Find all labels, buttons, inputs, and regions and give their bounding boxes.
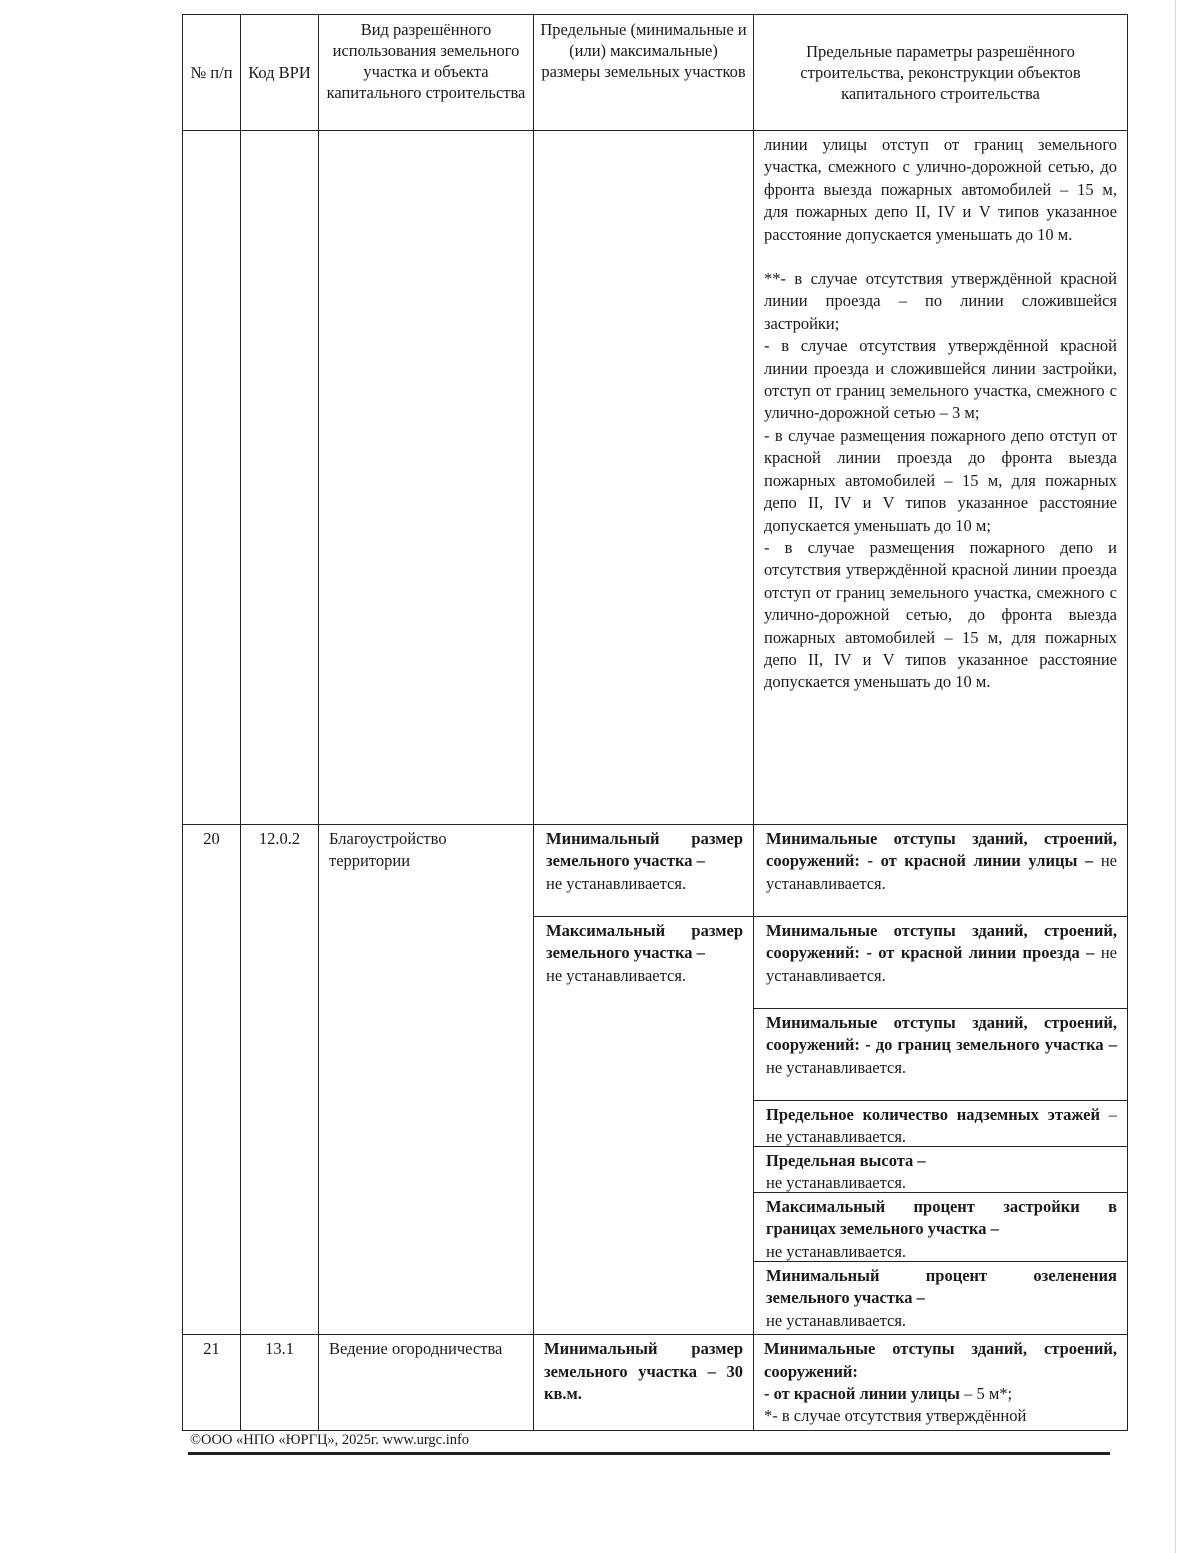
- cont-paragraph: - в случае отсутствия утверждённой красной линии проезда и сложившейся линии застройки, отступ от границ земельного участка, смежного с улично-дорожной сетью – 3 м;: [764, 336, 1117, 423]
- cont-paragraph: линии улицы отступ от границ земельного участка, смежного с улично-дорожной сетью, до фронта выезда пожарных автомобилей – 15 м, для пожарных депо II, IV и V типов указанное расстояние допускается уменьшать до 10 м.: [764, 135, 1117, 244]
- param-label: Минимальные отступы зданий, строений, сооружений: - от красной линии проезда –: [766, 921, 1117, 963]
- cont-paragraph: **- в случае отсутствия утверждённой красной линии проезда – по линии сложившейся застройки;: [764, 269, 1117, 333]
- page-edge-line: [1175, 0, 1176, 1553]
- row-number: 20: [183, 825, 241, 1335]
- param-label: Минимальные отступы зданий, строений, сооружений: - от красной линии улицы –: [766, 829, 1117, 871]
- row-kind: Ведение огородничества: [319, 1335, 534, 1431]
- header-code: Код ВРИ: [241, 15, 319, 131]
- param-label: Минимальный процент озеленения земельного участка –: [766, 1266, 1117, 1308]
- min-size-label: Минимальный размер земельного участка – 30 кв.м.: [544, 1339, 743, 1404]
- header-kind: Вид разрешённого использования земельного участка и объекта капитального строительства: [319, 15, 534, 131]
- table-row-21: [183, 1335, 1128, 1431]
- header-sizes: Предельные (минимальные и (или) максимальные) размеры земельных участков: [534, 15, 754, 131]
- param-label: Максимальный процент застройки в границах земельного участка –: [766, 1197, 1117, 1239]
- param-value: не устанавливается.: [766, 1310, 907, 1330]
- cont-paragraph: - в случае размещения пожарного депо отступ от красной линии проезда до фронта выезда пожарных автомобилей – 15 м, для пожарных депо II, IV и V типов указанное расстояние допускается уменьшать до 10 м;: [764, 425, 1117, 535]
- table-header-row: [183, 15, 1128, 131]
- param-value: не устанавливается.: [766, 943, 1117, 985]
- footer-copyright: ©ООО «НПО «ЮРГЦ», 2025г. www.urgc.info: [190, 1432, 470, 1448]
- document-sheet: [182, 14, 1127, 1424]
- row-number: 21: [183, 1335, 241, 1431]
- continuation-params-cell: [754, 131, 1128, 825]
- min-size-value: не устанавливается.: [546, 873, 687, 893]
- table-row-20: [183, 825, 1128, 1335]
- param-value: не устанавливается.: [766, 1173, 907, 1193]
- regulations-table: [182, 14, 1128, 1431]
- param-value: – 5 м*;: [959, 1384, 1013, 1404]
- cont-paragraph: - в случае размещения пожарного депо и отсутствия утверждённой красной линии проезда отступ от границ земельного участка, смежного с улично-дорожной сетью, до фронта выезда пожарных автомобилей – 15 м, для пожарных депо II, IV и V типов указанное расстояние допускается уменьшать до 10 м.: [764, 537, 1117, 692]
- param-value: не устанавливается.: [766, 1057, 907, 1077]
- param-label: Предельное количество надземных этажей: [766, 1105, 1100, 1124]
- param-label: Минимальные отступы зданий, строений, сооружений:: [764, 1339, 1117, 1381]
- row-kind: Благоустройство территории: [319, 825, 534, 1335]
- min-size-label: Минимальный размер земельного участка –: [546, 829, 743, 871]
- footer-rule: [188, 1452, 1110, 1455]
- param-value: не устанавливается.: [766, 851, 1117, 893]
- max-size-label: Максимальный размер земельного участка –: [546, 921, 743, 963]
- param-line: - от красной линии улицы: [764, 1384, 960, 1404]
- row-code: 13.1: [241, 1335, 319, 1431]
- param-label: Предельная высота –: [766, 1151, 926, 1170]
- param-value: – не устанавливается.: [766, 1105, 1117, 1147]
- row-sizes: [534, 1335, 754, 1431]
- max-size-value: не устанавливается.: [546, 965, 687, 985]
- row-sizes: [534, 825, 754, 1335]
- param-value: не устанавливается.: [766, 1241, 907, 1261]
- row-params: [754, 1335, 1128, 1431]
- param-note: *- в случае отсутствия утверждённой: [764, 1406, 1027, 1426]
- param-label: Минимальные отступы зданий, строений, сооружений: - до границ земельного участка –: [766, 1013, 1117, 1055]
- table-row-continuation: [183, 131, 1128, 825]
- row-code: 12.0.2: [241, 825, 319, 1335]
- header-num: № п/п: [183, 15, 241, 131]
- header-params: Предельные параметры разрешённого строительства, реконструкции объектов капитального строительства: [754, 15, 1128, 131]
- row-params: [754, 825, 1128, 1335]
